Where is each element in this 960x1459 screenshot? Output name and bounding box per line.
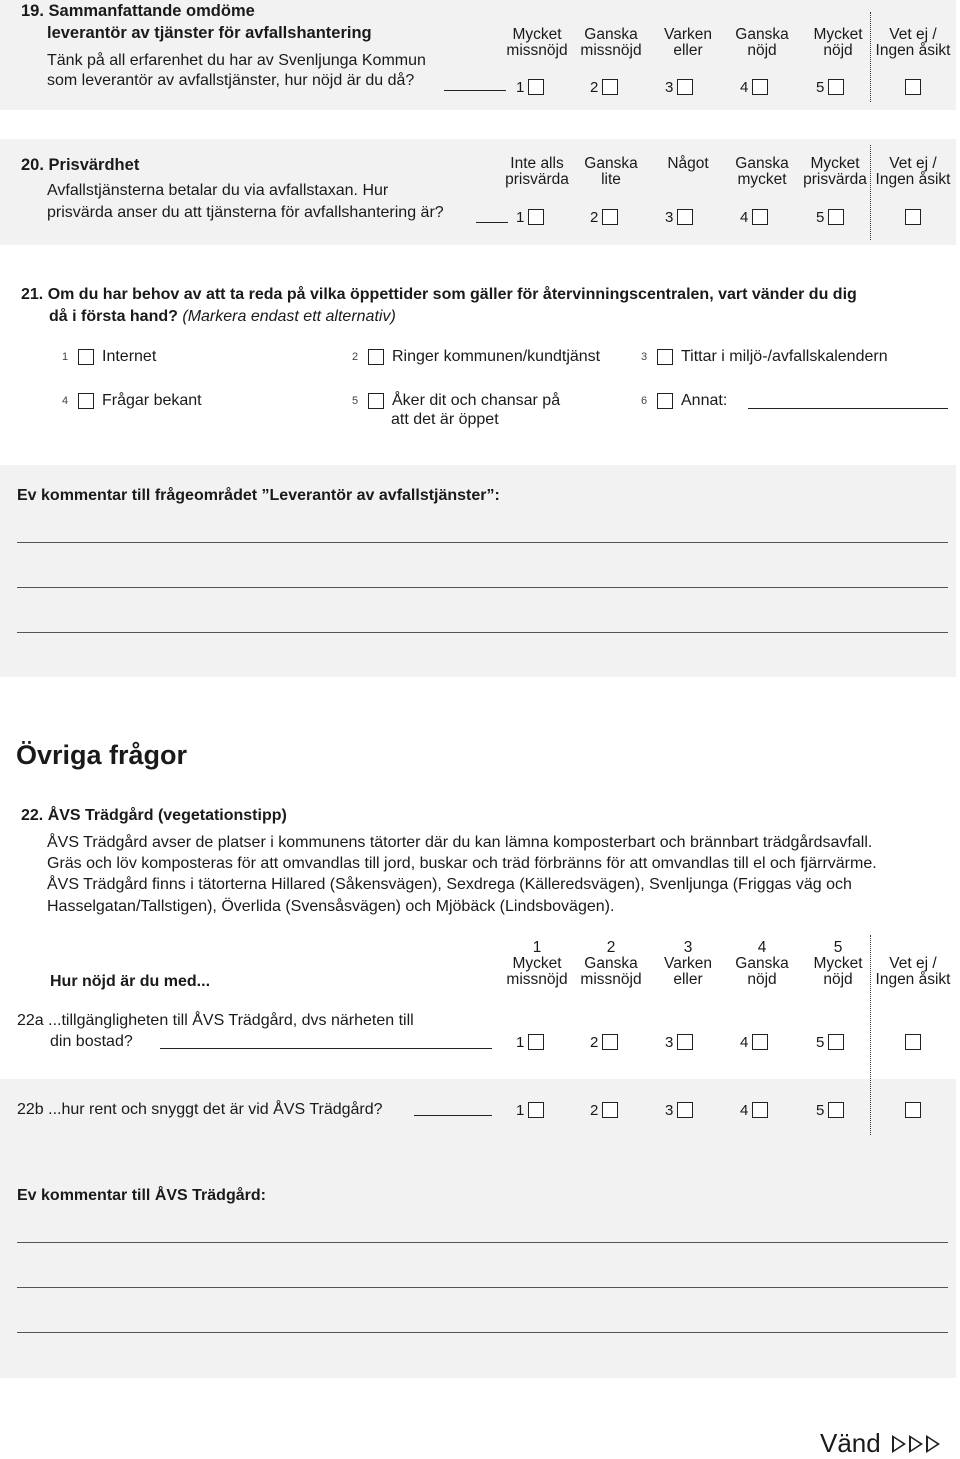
q22-divider <box>870 935 871 1135</box>
q19-option-1[interactable]: 1 <box>516 77 544 97</box>
q20-header-5: Mycket prisvärda <box>803 155 867 188</box>
checkbox[interactable] <box>528 1102 544 1118</box>
checkbox[interactable] <box>752 1102 768 1118</box>
comment1-line-1[interactable] <box>17 542 948 543</box>
q22b-option-4[interactable]: 4 <box>740 1100 768 1120</box>
checkbox[interactable] <box>602 1034 618 1050</box>
q20-header-dontknow: Vet ej / Ingen åsikt <box>875 155 951 188</box>
q19-title-line2: leverantör av tjänster för avfallshantering <box>47 24 372 42</box>
q22-header-dontknow: Vet ej / Ingen åsikt <box>875 955 951 988</box>
checkbox[interactable] <box>368 393 384 409</box>
q22b-option-1[interactable]: 1 <box>516 1100 544 1120</box>
q19-option-dontknow[interactable] <box>905 77 921 97</box>
q19-leader-line <box>444 90 506 91</box>
q21-option-1[interactable]: 1 Internet <box>62 348 157 365</box>
q22a-option-5[interactable]: 5 <box>816 1032 844 1052</box>
checkbox[interactable] <box>752 79 768 95</box>
checkbox[interactable] <box>752 1034 768 1050</box>
q19-header-1: Mycket missnöjd <box>506 26 568 59</box>
checkbox[interactable] <box>752 209 768 225</box>
q22a-text-line1: 22a ...tillgängligheten till ÅVS Trädgård, dvs närheten till <box>17 1012 414 1029</box>
section-heading: Övriga frågor <box>16 740 188 770</box>
q22a-option-1[interactable]: 1 <box>516 1032 544 1052</box>
q20-header-1: Inte alls prisvärda <box>505 155 569 188</box>
checkbox[interactable] <box>528 1034 544 1050</box>
q20-header-2: Ganska lite <box>584 155 638 188</box>
q19-divider <box>870 12 871 102</box>
q19-option-3[interactable]: 3 <box>665 77 693 97</box>
q22b-option-3[interactable]: 3 <box>665 1100 693 1120</box>
q22a-option-3[interactable]: 3 <box>665 1032 693 1052</box>
comment2-label: Ev kommentar till ÅVS Trädgård: <box>17 1187 266 1204</box>
checkbox[interactable] <box>602 79 618 95</box>
checkbox[interactable] <box>905 1102 921 1118</box>
q21-option-6[interactable]: 6 Annat: <box>641 392 728 409</box>
q22-header-1: 1 Mycket missnöjd <box>506 939 568 988</box>
q19-text-line1: Tänk på all erfarenhet du har av Svenljunga Kommun <box>47 52 426 69</box>
q21-option-5[interactable]: 5 Åker dit och chansar på <box>352 392 561 409</box>
q19-text-line2: som leverantör av avfallstjänster, hur nöjd är du då? <box>47 72 415 89</box>
q19-header-2: Ganska missnöjd <box>580 26 642 59</box>
q22-title: 22. ÅVS Trädgård (vegetationstipp) <box>21 807 287 824</box>
q22-header-3: 3 Varken eller <box>664 939 712 988</box>
checkbox[interactable] <box>677 209 693 225</box>
q20-option-1[interactable]: 1 <box>516 207 544 227</box>
q22a-option-4[interactable]: 4 <box>740 1032 768 1052</box>
q19-header-4: Ganska nöjd <box>735 26 789 59</box>
q20-text-line1: Avfallstjänsterna betalar du via avfallstaxan. Hur <box>47 182 389 199</box>
q20-option-5[interactable]: 5 <box>816 207 844 227</box>
checkbox[interactable] <box>828 209 844 225</box>
comment2-line-2[interactable] <box>17 1287 948 1288</box>
checkbox[interactable] <box>828 1102 844 1118</box>
q19-header-dontknow: Vet ej / Ingen åsikt <box>875 26 951 59</box>
checkbox[interactable] <box>828 1034 844 1050</box>
checkbox[interactable] <box>657 393 673 409</box>
q21-option-4[interactable]: 4 Frågar bekant <box>62 392 202 409</box>
q22-para-2: Gräs och löv komposteras för att omvandlas till jord, buskar och träd förbränns för att omvandlas till el och fjärrvärme. <box>47 855 877 872</box>
q22-lead: Hur nöjd är du med... <box>50 973 211 990</box>
q21-other-line[interactable] <box>748 408 948 409</box>
q20-divider <box>870 145 871 240</box>
checkbox[interactable] <box>368 349 384 365</box>
arrow-right-icon <box>926 1435 940 1453</box>
comment2-line-3[interactable] <box>17 1332 948 1333</box>
q20-header-4: Ganska mycket <box>735 155 789 188</box>
comment2-line-1[interactable] <box>17 1242 948 1243</box>
q20-header-3: Något <box>667 155 709 172</box>
checkbox[interactable] <box>528 209 544 225</box>
q22b-band <box>0 1079 956 1166</box>
q20-option-dontknow[interactable] <box>905 207 921 227</box>
q21-title-line2: då i första hand? <box>49 308 178 325</box>
checkbox[interactable] <box>657 349 673 365</box>
q19-header-5: Mycket nöjd <box>813 26 863 59</box>
q20-option-2[interactable]: 2 <box>590 207 618 227</box>
q22b-option-2[interactable]: 2 <box>590 1100 618 1120</box>
q20-text-line2: prisvärda anser du att tjänsterna för avfallshantering är? <box>47 204 444 221</box>
checkbox[interactable] <box>602 209 618 225</box>
q22b-text: 22b ...hur rent och snyggt det är vid ÅVS Trädgård? <box>17 1101 383 1118</box>
turn-page[interactable] <box>820 1428 940 1459</box>
q21-option-3[interactable]: 3 Tittar i miljö-/avfallskalendern <box>641 348 888 365</box>
checkbox[interactable] <box>905 209 921 225</box>
q20-option-4[interactable]: 4 <box>740 207 768 227</box>
turn-label: Vänd <box>820 1428 881 1458</box>
q21-instruction: (Markera endast ett alternativ) <box>182 308 396 325</box>
checkbox[interactable] <box>78 393 94 409</box>
checkbox[interactable] <box>905 1034 921 1050</box>
q22-para-4: Hasselgatan/Tallstigen), Överlida (Svensåsvägen) och Mjöbäck (Lindsbovägen). <box>47 898 615 915</box>
checkbox[interactable] <box>677 79 693 95</box>
checkbox[interactable] <box>677 1102 693 1118</box>
q21-title-line2-wrap <box>49 307 396 327</box>
q22-header-2: 2 Ganska missnöjd <box>580 939 642 988</box>
arrow-right-icon <box>909 1435 923 1453</box>
checkbox[interactable] <box>528 79 544 95</box>
q22a-option-2[interactable]: 2 <box>590 1032 618 1052</box>
q19-option-2[interactable]: 2 <box>590 77 618 97</box>
q22-header-4: 4 Ganska nöjd <box>735 939 789 988</box>
q22-para-3: ÅVS Trädgård finns i tätorterna Hillared (Såkensvägen), Sexdrega (Källeredsvägen), Svenljunga (Friggas väg och <box>47 876 852 893</box>
q21-option-2[interactable]: 2 Ringer kommunen/kundtjänst <box>352 348 601 365</box>
q20-leader-line <box>476 222 508 223</box>
q19-title: 19. Sammanfattande omdöme <box>21 2 255 20</box>
q21-title-line1: 21. Om du har behov av att ta reda på vilka öppettider som gäller för återvinningscentralen, vart vänder du dig <box>21 286 857 303</box>
q19-option-4[interactable]: 4 <box>740 77 768 97</box>
q22a-text-line2: din bostad? <box>50 1033 133 1050</box>
comment1-line-3[interactable] <box>17 632 948 633</box>
arrow-right-icon <box>892 1435 906 1453</box>
q19-option-5[interactable]: 5 <box>816 77 844 97</box>
q21-option-5-line2: att det är öppet <box>391 411 499 428</box>
q22-para-1: ÅVS Trädgård avser de platser i kommunens tätorter där du kan lämna komposterbart och brännbart trädgårdsavfall. <box>47 834 873 851</box>
q19-header-3: Varken eller <box>664 26 712 59</box>
comment1-label: Ev kommentar till frågeområdet ”Leverantör av avfallstjänster”: <box>17 487 500 504</box>
q20-title: 20. Prisvärdhet <box>21 156 140 174</box>
checkbox[interactable] <box>905 79 921 95</box>
q22b-leader-line <box>414 1115 492 1116</box>
checkbox[interactable] <box>78 349 94 365</box>
q22b-option-5[interactable]: 5 <box>816 1100 844 1120</box>
checkbox[interactable] <box>602 1102 618 1118</box>
q20-option-3[interactable]: 3 <box>665 207 693 227</box>
checkbox[interactable] <box>677 1034 693 1050</box>
q22b-option-dontknow[interactable] <box>905 1100 921 1120</box>
checkbox[interactable] <box>828 79 844 95</box>
comment1-line-2[interactable] <box>17 587 948 588</box>
q22-header-5: 5 Mycket nöjd <box>813 939 863 988</box>
q22a-option-dontknow[interactable] <box>905 1032 921 1052</box>
q22a-leader-line <box>160 1048 492 1049</box>
